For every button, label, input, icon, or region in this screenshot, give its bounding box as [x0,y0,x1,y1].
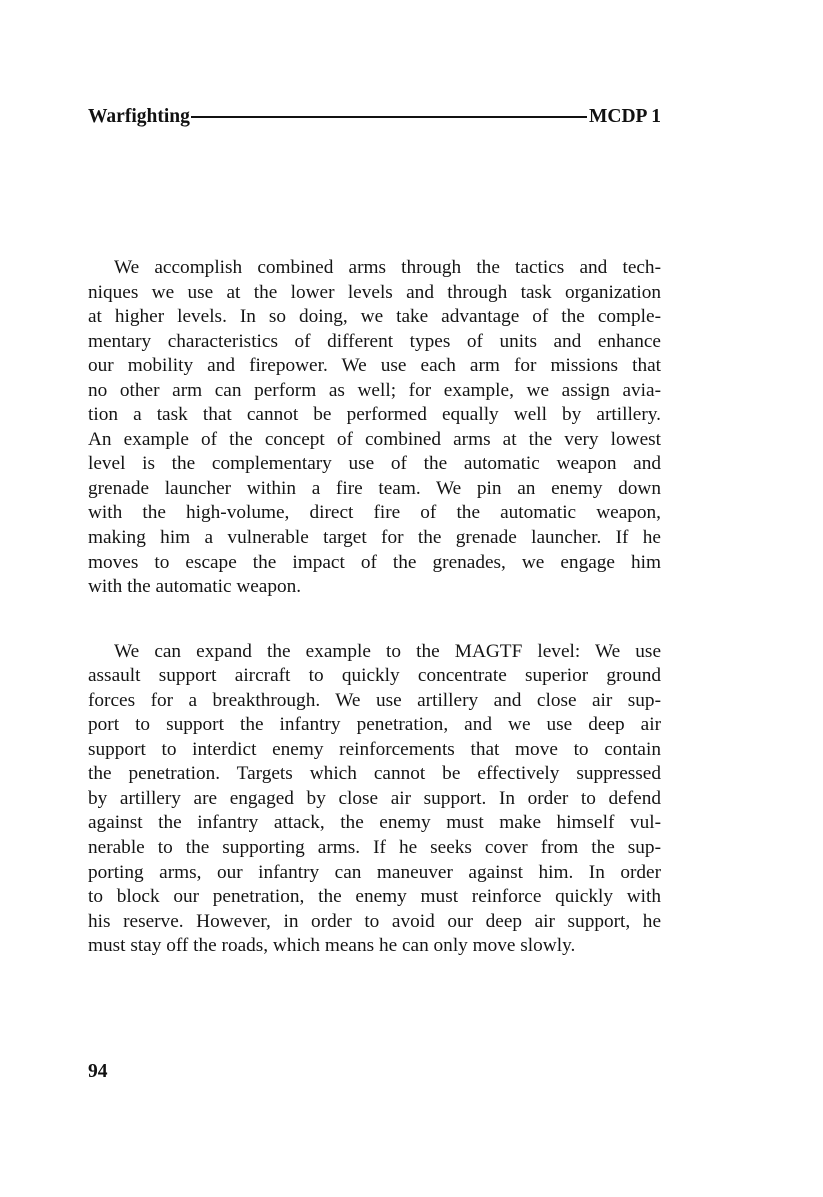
text-line: port to support the infantry penetration, and we use deep air [88,714,661,736]
text-line: level is the complementary use of the automatic weapon and [88,453,661,475]
text-line: We can expand the example to the MAGTF level: We use [114,640,661,662]
paragraph-1 [88,256,661,600]
text-line: An example of the concept of combined arms at the very lowest [88,428,661,450]
running-header [88,104,661,130]
text-line: with the high-volume, direct fire of the automatic weapon, [88,502,661,524]
text-line: porting arms, our infantry can maneuver against him. In order [88,861,661,883]
text-line: no other arm can perform as well; for example, we assign avia- [88,379,661,401]
text-line: to block our penetration, the enemy must reinforce quickly with [88,886,661,908]
text-line: forces for a breakthrough. We use artillery and close air sup- [88,689,661,711]
paragraph-spacer [88,600,661,640]
paragraph-2 [88,640,661,959]
text-line: support to interdict enemy reinforcements that move to contain [88,738,661,760]
text-line: assault support aircraft to quickly concentrate superior ground [88,665,661,687]
header-book-title: Warfighting [88,106,190,127]
text-line: the penetration. Targets which cannot be effectively suppressed [88,763,661,785]
text-line: our mobility and firepower. We use each arm for missions that [88,355,661,377]
text-line: against the infantry attack, the enemy must make himself vul- [88,812,661,834]
text-line: niques we use at the lower levels and through task organization [88,281,661,303]
text-line: by artillery are engaged by close air support. In order to defend [88,787,661,809]
header-publication-id: MCDP 1 [588,106,661,127]
text-line: must stay off the roads, which means he can only move slowly. [88,935,576,957]
text-line: nerable to the supporting arms. If he seeks cover from the sup- [88,837,661,859]
text-line: tion a task that cannot be performed equally well by artillery. [88,404,661,426]
text-line: moves to escape the impact of the grenades, we engage him [88,551,661,573]
text-line: grenade launcher within a fire team. We pin an enemy down [88,477,661,499]
header-rule [191,116,587,118]
text-line: his reserve. However, in order to avoid our deep air support, he [88,910,661,932]
text-line: We accomplish combined arms through the tactics and tech- [114,257,661,278]
text-line: with the automatic weapon. [88,576,302,598]
text-line: at higher levels. In so doing, we take advantage of the comple- [88,306,661,328]
text-line: making him a vulnerable target for the grenade launcher. If he [88,527,661,549]
body-text [88,256,661,959]
text-line: mentary characteristics of different types of units and enhance [88,330,661,352]
page-number: 94 [88,1061,108,1082]
